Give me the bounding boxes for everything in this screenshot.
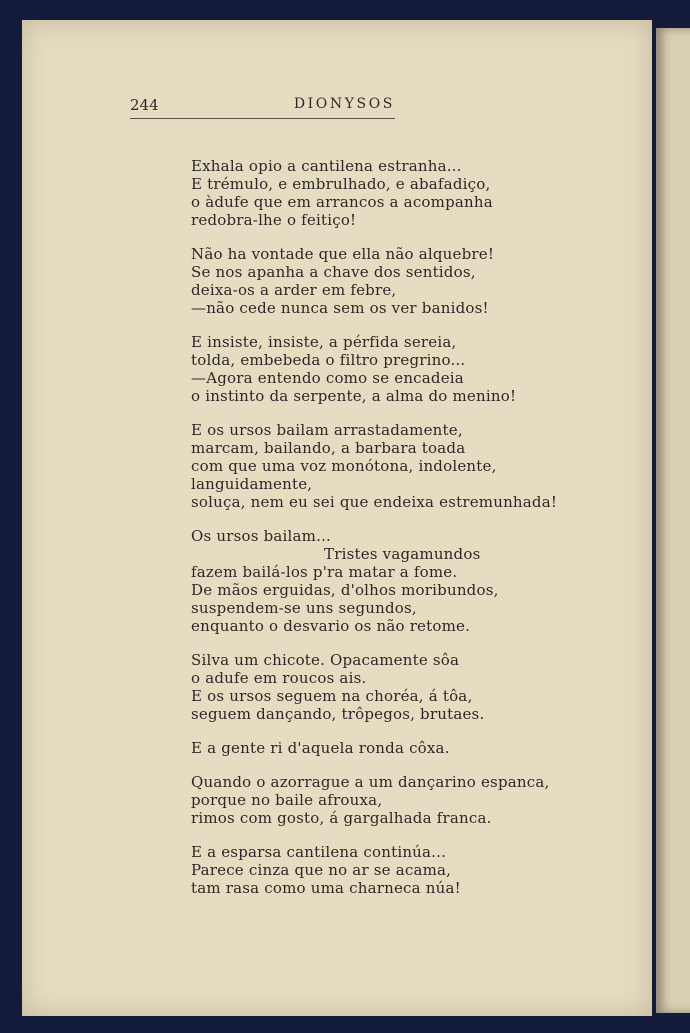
- poem-line: Se nos apanha a chave dos sentidos,: [191, 263, 476, 281]
- poem-line: tam rasa como uma charneca núa!: [191, 879, 461, 897]
- page-header: [130, 96, 395, 119]
- poem-line: o instinto da serpente, a alma do menino!: [191, 387, 517, 405]
- stanza: [191, 843, 557, 897]
- poem-line: fazem bailá-los p'ra matar a fome.: [191, 563, 458, 581]
- stanza: [191, 421, 557, 511]
- poem-line: E insiste, insiste, a pérfida sereia,: [191, 333, 457, 351]
- poem-line: o àdufe que em arrancos a acompanha: [191, 193, 493, 211]
- poem-line: De mãos erguidas, d'olhos moribundos,: [191, 581, 499, 599]
- poem-line: soluça, nem eu sei que endeixa estremunhada!: [191, 493, 558, 511]
- poem-line: tolda, embebeda o filtro pregrino...: [191, 351, 466, 369]
- poem-line: E a gente ri d'aquela ronda côxa.: [191, 739, 450, 757]
- poem-line: o adufe em roucos ais.: [191, 669, 367, 687]
- stanza: [191, 333, 557, 405]
- poem-line: Exhala opio a cantilena estranha...: [191, 157, 462, 175]
- poem-line: deixa-os a arder em febre,: [191, 281, 397, 299]
- stanza: [191, 739, 557, 757]
- next-page-edge: [656, 28, 690, 1013]
- poem-line: Silva um chicote. Opacamente sôa: [191, 651, 460, 669]
- poem-line: rimos com gosto, á gargalhada franca.: [191, 809, 492, 827]
- poem-line: E trémulo, e embrulhado, e abafadiço,: [191, 175, 491, 193]
- poem-line: com que uma voz monótona, indolente,: [191, 457, 497, 475]
- poem-line: Não ha vontade que ella não alquebre!: [191, 245, 495, 263]
- stanza: [191, 245, 557, 317]
- poem-line: languidamente,: [191, 475, 313, 493]
- poem-line: E os ursos bailam arrastadamente,: [191, 421, 463, 439]
- stanza: [191, 527, 557, 635]
- poem-line: E os ursos seguem na choréa, á tôa,: [191, 687, 473, 705]
- poem-line: Parece cinza que no ar se acama,: [191, 861, 452, 879]
- running-title: DIONYSOS: [293, 96, 395, 112]
- poem-line: Quando o azorrague a um dançarino espanca,: [191, 773, 550, 791]
- poem-line: enquanto o desvario os não retome.: [191, 617, 471, 635]
- poem-line: —Agora entendo como se encadeia: [191, 369, 464, 387]
- stanza: [191, 773, 557, 827]
- stanza: [191, 157, 557, 229]
- poem-body: [191, 157, 557, 913]
- poem-line: E a esparsa cantilena continúa...: [191, 843, 447, 861]
- poem-line: redobra-lhe o feitiço!: [191, 211, 357, 229]
- poem-line: porque no baile afrouxa,: [191, 791, 383, 809]
- poem-line: Os ursos bailam...: [191, 527, 331, 545]
- stanza: [191, 651, 557, 723]
- poem-line: suspendem-se uns segundos,: [191, 599, 417, 617]
- poem-line: —não cede nunca sem os ver banidos!: [191, 299, 489, 317]
- page-number: 244: [130, 96, 159, 114]
- poem-line: marcam, bailando, a barbara toada: [191, 439, 466, 457]
- poem-line: seguem dançando, trôpegos, brutaes.: [191, 705, 485, 723]
- poem-line: Tristes vagamundos: [324, 545, 481, 563]
